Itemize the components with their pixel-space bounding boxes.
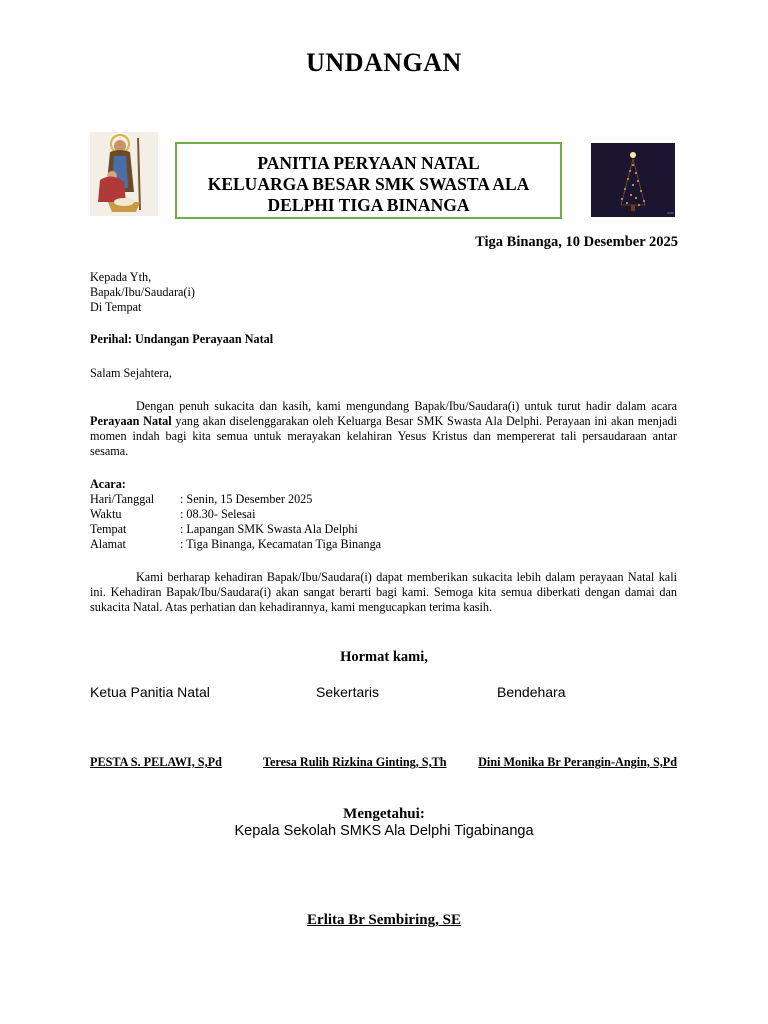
detail-value: : Tiga Binanga, Kecamatan Tiga Binanga bbox=[180, 537, 382, 551]
header-line-2: KELUARGA BESAR SMK SWASTA ALA bbox=[207, 174, 530, 194]
acknowledge-heading: Mengetahui: bbox=[343, 806, 425, 822]
principal-name: Erlita Br Sembiring, SE bbox=[307, 912, 461, 928]
christmas-tree-image bbox=[591, 143, 675, 217]
event-detail-row bbox=[90, 537, 490, 552]
paragraph-text-after: yang akan diselenggarakan oleh Keluarga Besar SMK Swasta Ala Delphi. Perayaan ini akan menjadi momen indah bagi kita semua untuk merayakan kelahiran Yesus Kristus dan mempererat tali persaudaraan antar sesama. bbox=[90, 414, 677, 458]
signatory-secretary: Teresa Rulih Rizkina Ginting, S,Th bbox=[263, 755, 447, 769]
recipient-block bbox=[90, 270, 195, 315]
paragraph-text-before: Dengan penuh sukacita dan kasih, kami mengundang Bapak/Ibu/Saudara(i) untuk turut hadir dalam acara bbox=[136, 399, 677, 413]
role-treasurer: Bendehara bbox=[497, 684, 566, 700]
event-detail-row bbox=[90, 507, 490, 522]
event-details-heading: Acara: bbox=[90, 477, 126, 491]
closing-paragraph: Kami berharap kehadiran Bapak/Ibu/Saudara(i) dapat memberikan sukacita lebih dalam perayaan Natal kali ini. Kehadiran Bapak/Ibu/Saudara(i) akan sangat berarti bagi kami. Semoga kita semua diberkati dengan damai dan sukacita Natal. Atas perhatian dan kehadirannya, kami mengucapkan terima kasih. bbox=[90, 570, 677, 614]
detail-label: Hari/Tanggal bbox=[90, 492, 155, 506]
invitation-paragraph bbox=[90, 399, 677, 459]
recipient-line-1: Kepada Yth, bbox=[90, 270, 152, 284]
signatory-treasurer: Dini Monika Br Perangin-Angin, S,Pd bbox=[478, 755, 677, 769]
event-detail-row bbox=[90, 492, 490, 507]
header-line-1: PANITIA PERYAAN NATAL bbox=[257, 153, 480, 173]
closing-salutation: Hormat kami, bbox=[340, 649, 428, 665]
event-details bbox=[90, 477, 490, 552]
subject-line: Perihal: Undangan Perayaan Natal bbox=[90, 332, 274, 346]
recipient-line-3: Di Tempat bbox=[90, 300, 142, 314]
recipient-line-2: Bapak/Ibu/Saudara(i) bbox=[90, 285, 195, 299]
event-name-bold: Perayaan Natal bbox=[90, 414, 172, 428]
detail-value: : 08.30- Selesai bbox=[180, 507, 256, 521]
page-title: UNDANGAN bbox=[306, 48, 462, 77]
detail-value: : Senin, 15 Desember 2025 bbox=[180, 492, 313, 506]
date-line: Tiga Binanga, 10 Desember 2025 bbox=[475, 234, 678, 250]
role-chairman: Ketua Panitia Natal bbox=[90, 684, 210, 700]
detail-value: : Lapangan SMK Swasta Ala Delphi bbox=[180, 522, 358, 536]
role-secretary: Sekertaris bbox=[316, 684, 380, 700]
detail-label: Alamat bbox=[90, 537, 126, 551]
principal-position: Kepala Sekolah SMKS Ala Delphi Tigabinanga bbox=[234, 823, 534, 839]
event-detail-row bbox=[90, 522, 490, 537]
nativity-image bbox=[90, 132, 158, 216]
detail-label: Tempat bbox=[90, 522, 127, 536]
committee-header-box bbox=[175, 142, 562, 219]
detail-label: Waktu bbox=[90, 507, 122, 521]
greeting: Salam Sejahtera, bbox=[90, 366, 172, 380]
signatory-chairman: PESTA S. PELAWI, S,Pd bbox=[90, 755, 222, 769]
header-line-3: DELPHI TIGA BINANGA bbox=[267, 195, 470, 215]
